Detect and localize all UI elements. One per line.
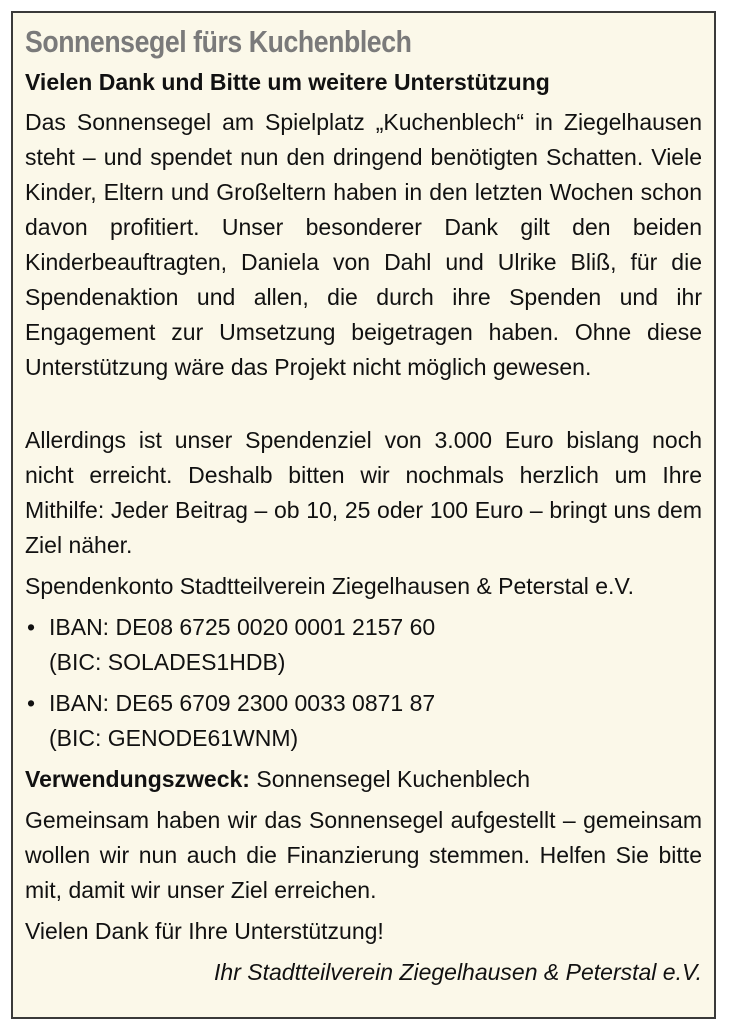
purpose-label: Verwendungszweck:	[25, 766, 250, 792]
together-paragraph: Gemeinsam haben wir das Sonnensegel aufgestellt – gemeinsam wollen wir nun auch die Finanzierung stemmen. Helfen Sie bitte mit, damit wir unser Ziel erreichen.	[25, 807, 702, 903]
account-list	[25, 610, 702, 756]
article-title: Sonnensegel fürs Kuchenblech	[25, 24, 412, 59]
info-box	[11, 11, 716, 1019]
closing-line: Vielen Dank für Ihre Unterstützung!	[25, 918, 384, 944]
article-subtitle: Vielen Dank und Bitte um weitere Unterstützung	[25, 69, 550, 95]
bullet-icon: •	[27, 690, 36, 716]
thanks-paragraph: Das Sonnensegel am Spielplatz „Kuchenblech“ in Ziegelhausen steht – und spendet nun den dringend benötigten Schatten. Viele Kinder, Eltern und Großeltern haben in den letzten Wochen schon davon profitiert. Unser besonderer Dank gilt den beiden Kinderbeauftragten, Daniela von Dahl und Ulrike Bliß, für die Spendenaktion und allen, die durch ihre Spenden und ihr Engagement zur Umsetzung beigetragen haben. Ohne diese Unterstützung wäre das Projekt nicht möglich gewesen.	[25, 109, 702, 380]
bullet-icon: •	[27, 614, 36, 640]
bic-text: (BIC: SOLADES1HDB)	[49, 649, 286, 675]
iban-text: IBAN: DE65 6709 2300 0033 0871 87	[49, 690, 436, 716]
account-intro: Spendenkonto Stadtteilverein Ziegelhausen & Peterstal e.V.	[25, 573, 635, 599]
appeal-paragraph: Allerdings ist unser Spendenziel von 3.000 Euro bislang noch nicht erreicht. Deshalb bitten wir nochmals herzlich um Ihre Mithilfe: Jeder Beitrag – ob 10, 25 oder 100 Euro – bringt uns dem Ziel näher.	[25, 427, 702, 558]
account-item	[25, 686, 702, 756]
account-item	[25, 610, 702, 680]
iban-text: IBAN: DE08 6725 0020 0001 2157 60	[49, 614, 436, 640]
bic-text: (BIC: GENODE61WNM)	[49, 725, 299, 751]
purpose-line	[25, 762, 702, 797]
purpose-value: Sonnensegel Kuchenblech	[256, 766, 531, 792]
signature: Ihr Stadtteilverein Ziegelhausen & Peterstal e.V.	[214, 959, 702, 985]
